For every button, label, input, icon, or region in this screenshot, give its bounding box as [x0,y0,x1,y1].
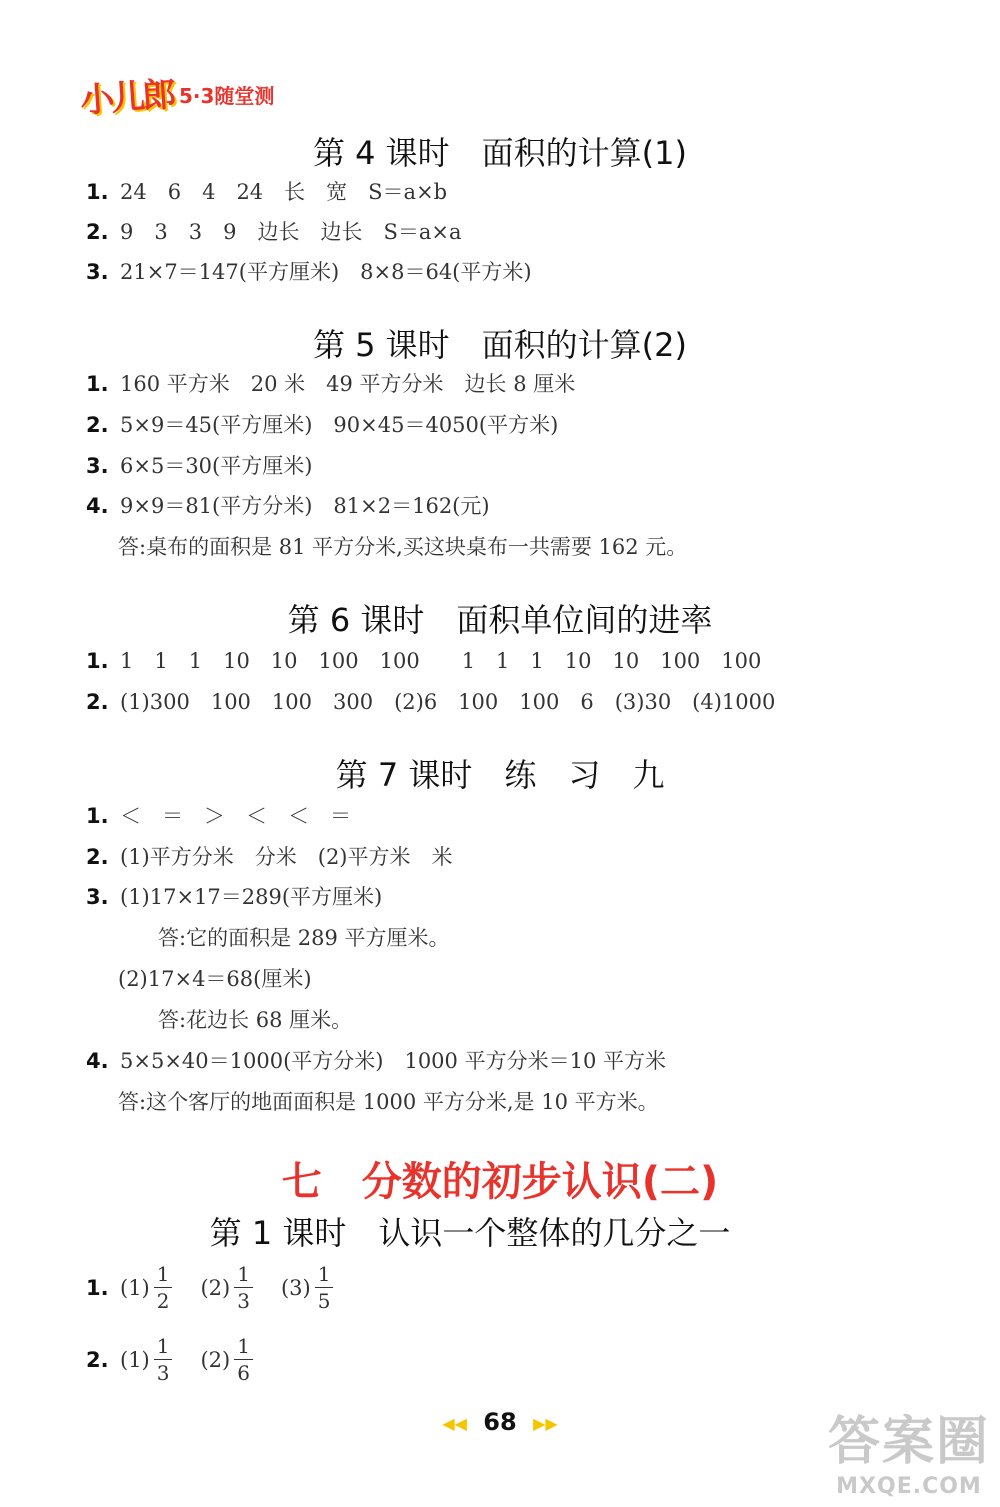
answer-statement: 答:花边长 68 厘米。 [158,1008,353,1032]
fraction-item: (3) $\frac{1}{5}$ [281,1264,333,1311]
right-arrows-icon: ▶▶ [533,1413,558,1433]
brand-logo: 小儿郎 [78,74,175,122]
answer-row: 3. 6×5＝30(平方厘米) [86,454,313,478]
fraction-answer-row: 2. (1) $\frac{1}{3}$ (2) $\frac{1}{6}$ [86,1336,281,1383]
answer-row: 1. 1 1 1 10 10 100 100 1 1 1 10 10 100 100 [86,649,762,673]
answer-row: 4. 9×9＝81(平方分米) 81×2＝162(元) [86,494,490,518]
fraction-item: (2) $\frac{1}{6}$ [200,1336,252,1383]
answer-row: 2. 5×9＝45(平方厘米) 90×45＝4050(平方米) [86,413,559,437]
watermark-url: MXQE.COM [836,1474,982,1499]
answer-row: 2. 9 3 3 9 边长 边长 S＝a×a [86,220,462,244]
chapter-title: 七 分数的初步认识(二) [281,1159,719,1205]
lesson-title: 第 7 课时 练 习 九 [335,756,665,794]
answer-statement: 答:桌布的面积是 81 平方分米,买这块桌布一共需要 162 元。 [118,535,688,559]
answer-row: 2. (1)平方分米 分米 (2)平方米 米 [86,845,453,869]
left-arrows-icon: ◀◀ [442,1413,467,1433]
page-number: 68 [483,1408,517,1436]
brand-header [78,70,275,122]
answer-row: (2)17×4＝68(厘米) [118,967,312,991]
answer-row: 3. (1)17×17＝289(平方厘米) [86,885,383,909]
watermark-logo: 答案圈 [827,1412,990,1472]
answer-row: 4. 5×5×40＝1000(平方分米) 1000 平方分米＝10 平方米 [86,1049,666,1073]
fraction-answer-row: 1. (1) $\frac{1}{2}$ (2) $\frac{1}{3}$ (3) $\frac{1}{5}$ [86,1264,361,1311]
fraction-item: (2) $\frac{1}{3}$ [200,1264,252,1311]
answer-row: 1. 24 6 4 24 长 宽 S＝a×b [86,180,448,204]
answer-statement: 答:这个客厅的地面面积是 1000 平方分米,是 10 平方米。 [118,1090,659,1114]
brand-series: 5·3随堂测 [179,84,275,108]
lesson-title: 第 5 课时 面积的计算(2) [312,326,688,364]
lesson-title: 第 1 课时 认识一个整体的几分之一 [209,1214,731,1252]
fraction-item: (1) $\frac{1}{2}$ [120,1264,172,1311]
fraction: $\frac{1}{3}$ [234,1264,253,1311]
lesson-title: 第 4 课时 面积的计算(1) [312,134,688,172]
fraction: $\frac{1}{2}$ [154,1264,173,1311]
lesson-title: 第 6 课时 面积单位间的进率 [287,601,713,639]
fraction: $\frac{1}{6}$ [234,1336,253,1383]
answer-row: 3. 21×7＝147(平方厘米) 8×8＝64(平方米) [86,260,532,284]
answer-row: 2. (1)300 100 100 300 (2)6 100 100 6 (3)30 (4)1000 [86,690,776,714]
answer-statement: 答:它的面积是 289 平方厘米。 [158,926,450,950]
fraction-item: (1) $\frac{1}{3}$ [120,1336,172,1383]
fraction: $\frac{1}{5}$ [315,1264,334,1311]
answer-row: 1. ＜ ＝ ＞ ＜ ＜ ＝ [86,804,351,828]
answer-row: 1. 160 平方米 20 米 49 平方分米 边长 8 厘米 [86,372,576,396]
fraction: $\frac{1}{3}$ [154,1336,173,1383]
watermark [828,1399,990,1499]
